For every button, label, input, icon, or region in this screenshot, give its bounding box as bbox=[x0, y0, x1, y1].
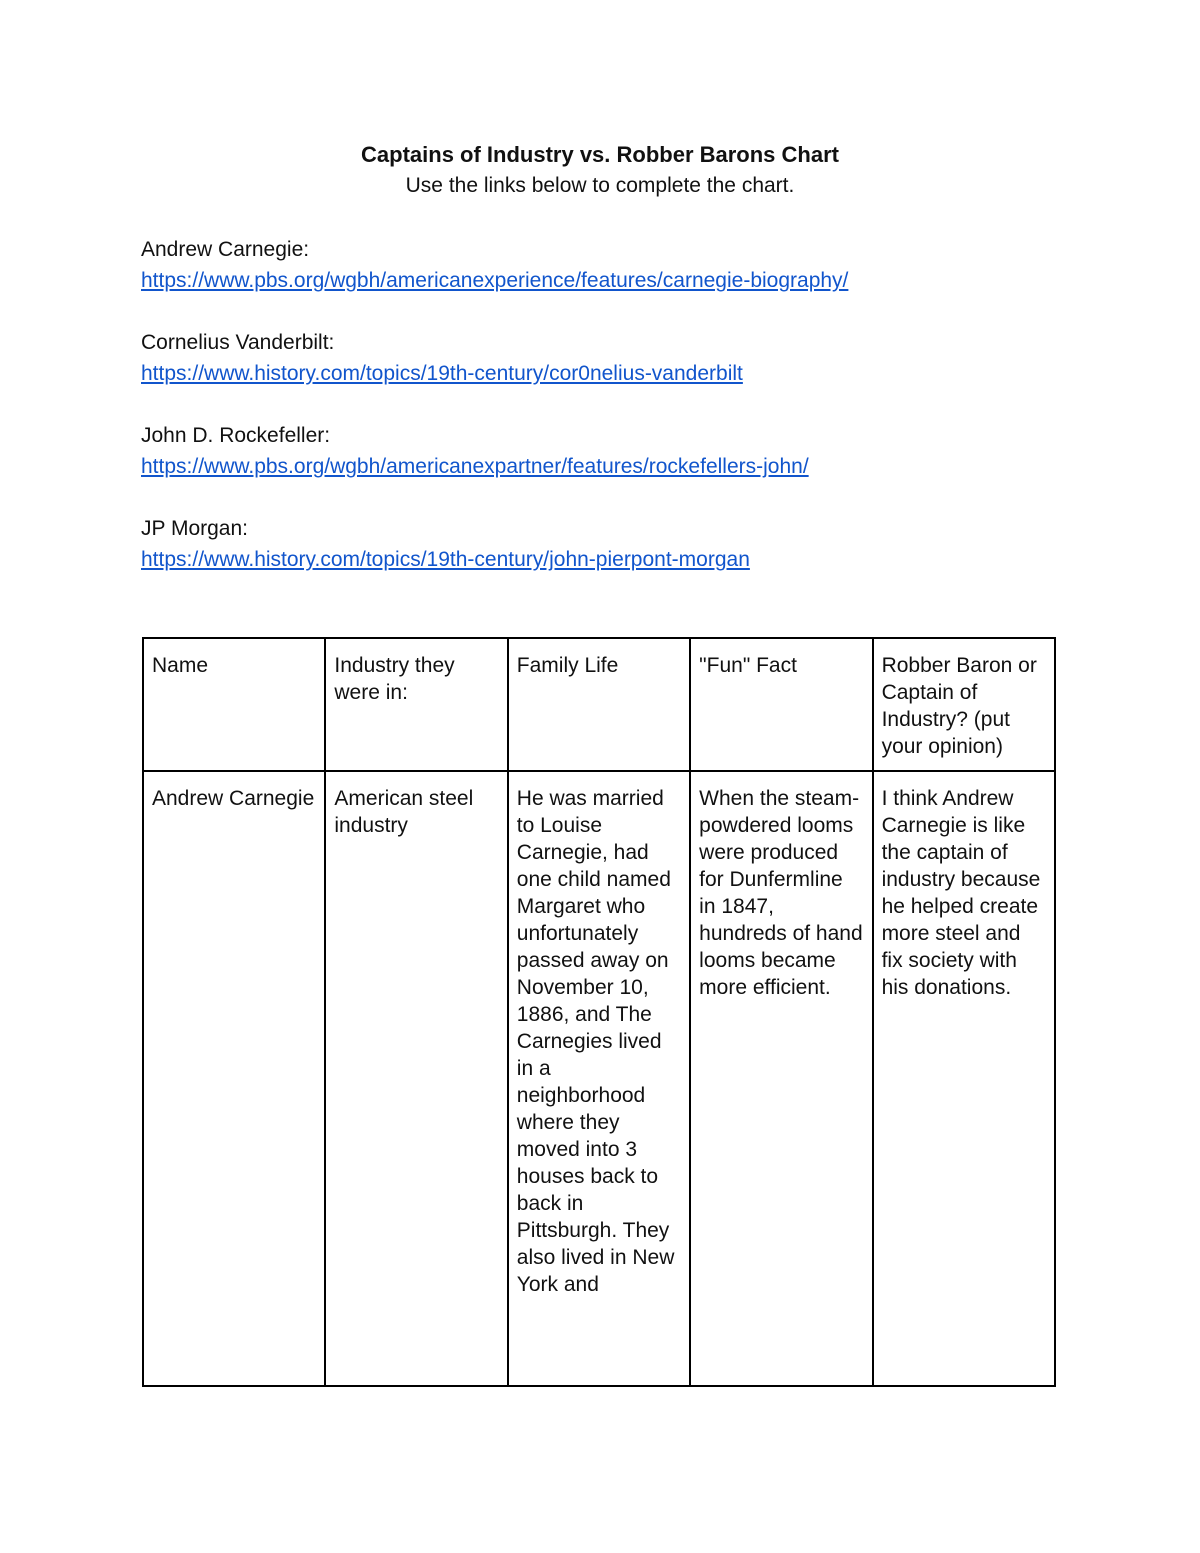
cell-family-life[interactable]: He was married to Louise Carnegie, had one child named Margaret who unfortunately passed away on November 10, 1886, and The Carnegies lived in a neighborhood where they moved into 3 houses back to back in Pittsburgh. They also lived in New York and bbox=[508, 771, 690, 1386]
link-block-rockefeller bbox=[141, 420, 809, 482]
cell-industry[interactable]: American steel industry bbox=[325, 771, 507, 1386]
link-label-carnegie: Andrew Carnegie: bbox=[141, 238, 310, 261]
link-label-vanderbilt: Cornelius Vanderbilt: bbox=[141, 331, 335, 354]
link-block-carnegie bbox=[141, 234, 848, 296]
link-label-morgan: JP Morgan: bbox=[141, 517, 248, 540]
comparison-table bbox=[142, 637, 1056, 1387]
cell-fun-fact[interactable]: When the steam-powdered looms were produced for Dunfermline in 1847, hundreds of hand looms became more efficient. bbox=[690, 771, 872, 1386]
table-row bbox=[143, 771, 1055, 1386]
page-subtitle: Use the links below to complete the chart. bbox=[405, 174, 795, 197]
link-vanderbilt[interactable]: https://www.history.com/topics/19th-century/cor0nelius-vanderbilt bbox=[141, 362, 743, 385]
cell-opinion[interactable]: I think Andrew Carnegie is like the captain of industry because he helped create more steel and fix society with his donations. bbox=[873, 771, 1055, 1386]
header-name: Name bbox=[143, 638, 325, 771]
header-fun-fact: "Fun" Fact bbox=[690, 638, 872, 771]
table-header-row bbox=[143, 638, 1055, 771]
header-industry: Industry they were in: bbox=[325, 638, 507, 771]
link-block-morgan bbox=[141, 513, 750, 575]
header-family-life: Family Life bbox=[508, 638, 690, 771]
link-morgan[interactable]: https://www.history.com/topics/19th-century/john-pierpont-morgan bbox=[141, 548, 750, 571]
link-label-rockefeller: John D. Rockefeller: bbox=[141, 424, 331, 447]
link-block-vanderbilt bbox=[141, 327, 743, 389]
page-title: Captains of Industry vs. Robber Barons Chart bbox=[361, 142, 839, 167]
cell-name[interactable]: Andrew Carnegie bbox=[143, 771, 325, 1386]
header-opinion: Robber Baron or Captain of Industry? (put your opinion) bbox=[873, 638, 1055, 771]
link-carnegie[interactable]: https://www.pbs.org/wgbh/americanexperience/features/carnegie-biography/ bbox=[141, 269, 849, 292]
link-rockefeller[interactable]: https://www.pbs.org/wgbh/americanexpartner/features/rockefellers-john/ bbox=[141, 455, 809, 478]
